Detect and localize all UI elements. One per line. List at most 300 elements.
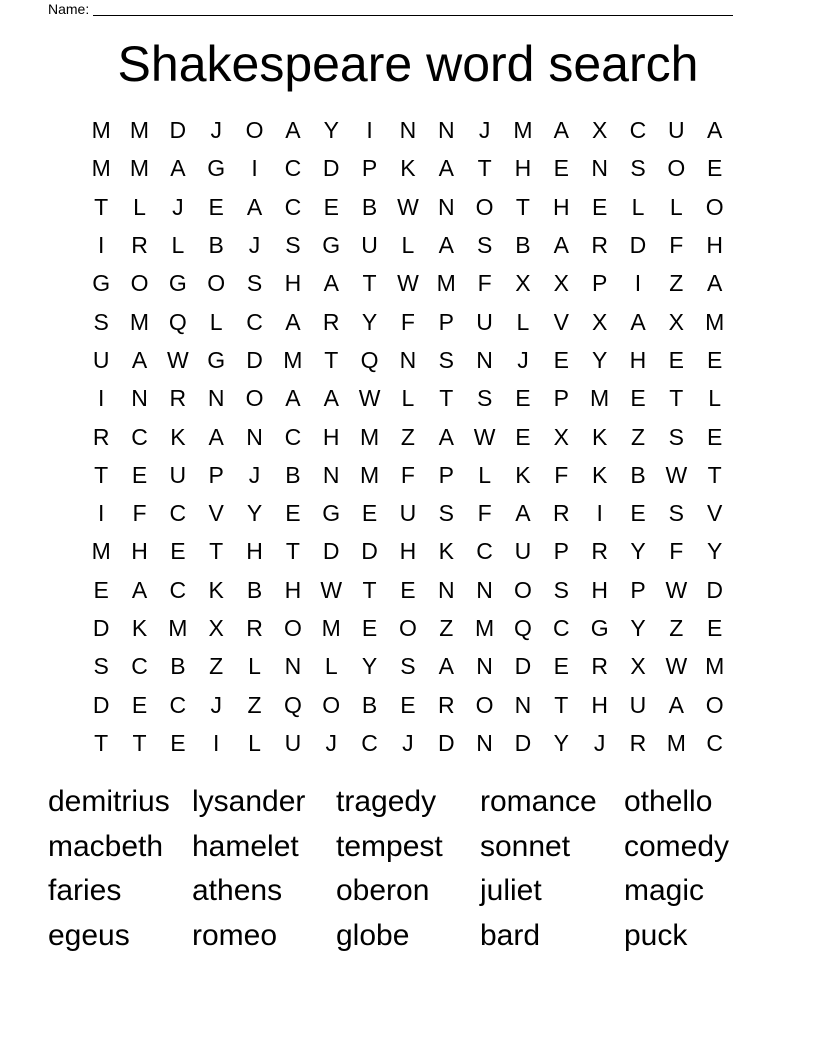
grid-letter[interactable]: E	[630, 500, 646, 527]
grid-letter[interactable]: M	[666, 729, 686, 756]
grid-letter[interactable]: Y	[323, 117, 339, 144]
grid-letter[interactable]: T	[707, 461, 722, 488]
grid-letter[interactable]: U	[399, 500, 417, 527]
grid-letter[interactable]: R	[437, 691, 455, 718]
grid-letter[interactable]: H	[399, 538, 417, 565]
grid-letter[interactable]: M	[168, 615, 188, 641]
grid-letter[interactable]: J	[593, 729, 606, 756]
grid-letter[interactable]: A	[170, 155, 186, 182]
grid-letter[interactable]: E	[131, 461, 148, 488]
grid-letter[interactable]: A	[630, 308, 646, 335]
grid-letter[interactable]: K	[591, 423, 608, 450]
grid-letter[interactable]: L	[324, 653, 338, 680]
grid-letter[interactable]: K	[131, 615, 148, 641]
grid-letter[interactable]: C	[284, 193, 302, 220]
grid-letter[interactable]: M	[321, 615, 341, 641]
grid-letter[interactable]: T	[94, 729, 109, 756]
grid-letter[interactable]: A	[707, 270, 723, 297]
grid-letter[interactable]: Z	[669, 615, 684, 641]
grid-letter[interactable]: R	[552, 500, 570, 527]
grid-letter[interactable]: S	[93, 653, 109, 680]
grid-letter[interactable]: E	[208, 193, 224, 220]
grid-letter[interactable]: I	[366, 117, 373, 144]
grid-letter[interactable]: O	[475, 193, 494, 220]
grid-letter[interactable]: D	[92, 691, 110, 718]
grid-letter[interactable]: A	[707, 117, 723, 144]
grid-letter[interactable]: G	[322, 232, 341, 259]
grid-letter[interactable]: C	[476, 538, 493, 565]
grid-letter[interactable]: I	[213, 729, 220, 756]
grid-letter[interactable]: Y	[707, 538, 723, 565]
grid-letter[interactable]: K	[591, 461, 608, 488]
grid-letter[interactable]: D	[322, 155, 340, 182]
grid-letter[interactable]: T	[362, 576, 377, 603]
grid-letter[interactable]: S	[285, 232, 301, 259]
grid-letter[interactable]: A	[553, 117, 569, 144]
grid-letter[interactable]: U	[514, 538, 532, 565]
grid-letter[interactable]: L	[708, 385, 722, 412]
grid-letter[interactable]: J	[325, 729, 337, 756]
grid-letter[interactable]: K	[400, 155, 416, 182]
grid-letter[interactable]: Y	[361, 308, 378, 335]
grid-letter[interactable]: L	[669, 193, 683, 220]
grid-letter[interactable]: L	[171, 232, 185, 259]
grid-letter[interactable]: C	[131, 423, 148, 450]
grid-letter[interactable]: O	[705, 691, 724, 718]
grid-letter[interactable]: L	[248, 653, 261, 680]
grid-letter[interactable]: C	[706, 729, 723, 756]
grid-letter[interactable]: M	[129, 117, 150, 144]
grid-letter[interactable]: O	[207, 270, 226, 297]
grid-letter[interactable]: S	[668, 500, 684, 527]
grid-letter[interactable]: R	[591, 232, 608, 259]
grid-letter[interactable]: D	[437, 729, 455, 756]
grid-letter[interactable]: X	[591, 308, 608, 335]
grid-letter[interactable]: P	[438, 308, 454, 335]
grid-letter[interactable]: J	[210, 117, 222, 144]
grid-letter[interactable]: C	[169, 691, 187, 718]
grid-letter[interactable]: Y	[246, 500, 263, 527]
grid-letter[interactable]: P	[361, 155, 378, 182]
grid-letter[interactable]: H	[552, 193, 570, 220]
grid-letter[interactable]: L	[248, 729, 261, 756]
grid-row	[82, 341, 734, 379]
grid-letter[interactable]: C	[169, 576, 187, 603]
grid-letter[interactable]: T	[94, 193, 109, 220]
grid-letter[interactable]: V	[208, 500, 224, 527]
grid-letter[interactable]: H	[514, 155, 532, 182]
grid-letter[interactable]: A	[323, 385, 339, 412]
grid-letter[interactable]: V	[707, 500, 723, 527]
grid-letter[interactable]: M	[705, 653, 725, 680]
grid-letter[interactable]: I	[97, 385, 105, 412]
grid-letter[interactable]: T	[132, 729, 147, 756]
grid-letter[interactable]: N	[591, 155, 608, 182]
grid-letter[interactable]: D	[92, 615, 110, 641]
grid-letter[interactable]: Q	[168, 308, 187, 335]
grid-letter[interactable]: H	[284, 576, 302, 603]
grid-letter[interactable]: N	[476, 729, 493, 756]
grid-letter[interactable]: Y	[630, 538, 646, 565]
grid-letter[interactable]: Z	[439, 615, 454, 641]
grid-letter[interactable]: I	[251, 155, 258, 182]
grid-letter[interactable]: H	[284, 270, 302, 297]
grid-letter[interactable]: O	[130, 270, 149, 297]
name-label: Name:	[48, 1, 90, 17]
grid-letter[interactable]: C	[552, 615, 570, 641]
grid-letter[interactable]: E	[170, 538, 186, 565]
grid-letter[interactable]: P	[208, 461, 224, 488]
grid-letter[interactable]: K	[515, 461, 531, 488]
grid-letter[interactable]: E	[515, 423, 531, 450]
grid-letter[interactable]: B	[208, 232, 224, 259]
grid-letter[interactable]: F	[477, 270, 492, 297]
grid-letter[interactable]: S	[553, 576, 569, 603]
grid-letter[interactable]: W	[167, 346, 189, 373]
grid-letter[interactable]: Z	[630, 423, 646, 450]
grid-letter[interactable]: N	[514, 691, 532, 718]
grid-letter[interactable]: M	[590, 385, 610, 412]
grid-letter[interactable]: J	[248, 232, 261, 259]
grid-letter[interactable]: W	[397, 270, 419, 297]
grid-letter[interactable]: L	[516, 308, 530, 335]
grid-letter[interactable]: M	[705, 308, 725, 335]
grid-letter[interactable]: T	[554, 691, 569, 718]
grid-letter[interactable]: A	[131, 346, 148, 373]
grid-letter[interactable]: T	[515, 193, 530, 220]
grid-letter[interactable]: Y	[553, 729, 569, 756]
grid-letter[interactable]: M	[283, 346, 303, 373]
grid-letter[interactable]: S	[630, 155, 646, 182]
grid-letter[interactable]: L	[631, 193, 645, 220]
grid-letter[interactable]: L	[133, 193, 146, 220]
grid-letter[interactable]: F	[132, 500, 147, 527]
grid-letter[interactable]: L	[478, 461, 491, 488]
grid-letter[interactable]: R	[169, 385, 187, 412]
grid-letter[interactable]: X	[591, 117, 608, 144]
grid-letter[interactable]: S	[476, 232, 493, 259]
grid-letter[interactable]: O	[705, 193, 724, 220]
grid-letter[interactable]: M	[91, 117, 111, 144]
grid-letter[interactable]: X	[553, 423, 569, 450]
grid-letter[interactable]: R	[322, 308, 340, 335]
grid-letter[interactable]: M	[91, 538, 111, 565]
grid-letter[interactable]: I	[634, 270, 642, 297]
grid-letter[interactable]: M	[475, 615, 495, 641]
grid-letter[interactable]: N	[207, 385, 225, 412]
grid-letter[interactable]: E	[131, 691, 148, 718]
grid-letter[interactable]: X	[515, 270, 531, 297]
grid-letter[interactable]: T	[362, 270, 377, 297]
grid-letter[interactable]: U	[92, 346, 110, 373]
grid-letter[interactable]: G	[590, 615, 609, 641]
grid-letter[interactable]: A	[438, 423, 454, 450]
grid-letter[interactable]: C	[169, 500, 187, 527]
grid-letter[interactable]: X	[553, 270, 569, 297]
grid-letter[interactable]: G	[207, 346, 226, 373]
grid-letter[interactable]: G	[92, 270, 111, 297]
grid-letter[interactable]: A	[323, 270, 339, 297]
grid-letter[interactable]: G	[168, 270, 187, 297]
grid-letter[interactable]: N	[246, 423, 263, 450]
grid-letter[interactable]: Y	[361, 653, 378, 680]
grid-letter[interactable]: A	[285, 117, 301, 144]
grid-letter[interactable]: O	[667, 155, 686, 182]
grid-letter[interactable]: Q	[360, 346, 379, 373]
grid-letter[interactable]: M	[359, 461, 380, 488]
grid-letter[interactable]: E	[707, 346, 723, 373]
grid-letter[interactable]: A	[553, 232, 569, 259]
grid-letter[interactable]: B	[515, 232, 531, 259]
grid-letter[interactable]: J	[172, 193, 184, 220]
grid-letter[interactable]: W	[665, 461, 688, 488]
grid-letter[interactable]: R	[591, 538, 608, 565]
grid-letter[interactable]: J	[248, 461, 261, 488]
grid-letter[interactable]: I	[97, 500, 105, 527]
grid-letter[interactable]: E	[553, 155, 569, 182]
grid-letter[interactable]: N	[399, 346, 417, 373]
grid-letter[interactable]: O	[245, 117, 264, 144]
grid-letter[interactable]: E	[707, 423, 723, 450]
grid-letter[interactable]: C	[361, 729, 378, 756]
grid-letter[interactable]: L	[209, 308, 223, 335]
grid-letter[interactable]: E	[553, 653, 569, 680]
grid-letter[interactable]: F	[400, 308, 415, 335]
grid-letter[interactable]: N	[437, 576, 455, 603]
grid-letter[interactable]: A	[438, 653, 454, 680]
grid-letter[interactable]: F	[669, 538, 684, 565]
grid-letter[interactable]: O	[514, 576, 532, 603]
grid-letter[interactable]: X	[630, 653, 646, 680]
grid-letter[interactable]: J	[402, 729, 414, 756]
grid-letter[interactable]: U	[629, 691, 647, 718]
grid-letter[interactable]: E	[170, 729, 186, 756]
grid-letter[interactable]: D	[514, 653, 532, 680]
grid-letter[interactable]: Q	[514, 615, 532, 641]
grid-letter[interactable]: M	[91, 155, 111, 182]
grid-letter[interactable]: A	[246, 193, 263, 220]
grid-row	[82, 685, 734, 723]
grid-letter[interactable]: B	[361, 691, 378, 718]
grid-letter[interactable]: W	[397, 193, 419, 220]
grid-letter[interactable]: H	[246, 538, 263, 565]
grid-letter[interactable]: H	[322, 423, 340, 450]
grid-letter[interactable]: E	[361, 500, 378, 527]
grid-letter[interactable]: E	[93, 576, 109, 603]
grid-letter[interactable]: F	[669, 232, 684, 259]
grid-letter[interactable]: R	[591, 653, 608, 680]
grid-letter[interactable]: P	[553, 385, 569, 412]
grid-letter[interactable]: C	[131, 653, 148, 680]
name-underline[interactable]	[93, 0, 733, 16]
word-list-item: sonnet	[480, 829, 571, 863]
grid-letter[interactable]: A	[285, 385, 301, 412]
grid-letter[interactable]: N	[476, 576, 493, 603]
grid-letter[interactable]: R	[92, 423, 110, 450]
grid-letter[interactable]: H	[629, 346, 647, 373]
grid-letter[interactable]: D	[361, 538, 378, 565]
grid-letter[interactable]: N	[437, 193, 455, 220]
grid-letter[interactable]: C	[284, 155, 302, 182]
grid-letter[interactable]: Z	[669, 270, 684, 297]
grid-letter[interactable]: E	[323, 193, 339, 220]
grid-letter[interactable]: P	[438, 461, 454, 488]
grid-letter[interactable]: T	[669, 385, 684, 412]
grid-letter[interactable]: F	[554, 461, 569, 488]
grid-letter[interactable]: V	[553, 308, 569, 335]
grid-letter[interactable]: S	[93, 308, 109, 335]
grid-letter[interactable]: Y	[630, 615, 646, 641]
page-title: Shakespeare word search	[117, 36, 699, 92]
grid-letter[interactable]: T	[324, 346, 339, 373]
grid-letter[interactable]: U	[668, 117, 685, 144]
grid-letter[interactable]: U	[361, 232, 378, 259]
grid-letter[interactable]: S	[438, 500, 454, 527]
grid-letter[interactable]: E	[400, 576, 416, 603]
grid-letter[interactable]: O	[245, 385, 264, 412]
grid-letter[interactable]: E	[707, 155, 723, 182]
grid-letter[interactable]: N	[131, 385, 148, 412]
grid-letter[interactable]: M	[129, 155, 150, 182]
grid-letter[interactable]: U	[169, 461, 187, 488]
grid-letter[interactable]: S	[668, 423, 684, 450]
grid-letter[interactable]: X	[208, 615, 224, 641]
grid-letter[interactable]: D	[514, 729, 532, 756]
grid-letter[interactable]: M	[359, 423, 380, 450]
grid-letter[interactable]: A	[438, 155, 454, 182]
grid-letter[interactable]: B	[361, 193, 378, 220]
grid-letter[interactable]: H	[591, 691, 608, 718]
grid-letter[interactable]: R	[246, 615, 263, 641]
word-list-row	[48, 825, 768, 870]
grid-letter[interactable]: A	[668, 691, 684, 718]
grid-letter[interactable]: E	[400, 691, 416, 718]
grid-letter[interactable]: N	[476, 346, 493, 373]
grid-letter[interactable]: S	[438, 346, 454, 373]
grid-letter[interactable]: T	[209, 538, 224, 565]
grid-letter[interactable]: F	[477, 500, 492, 527]
grid-letter[interactable]: W	[665, 576, 688, 603]
grid-letter[interactable]: P	[591, 270, 608, 297]
grid-letter[interactable]: R	[131, 232, 148, 259]
name-field[interactable]	[48, 0, 748, 20]
grid-letter[interactable]: O	[322, 691, 341, 718]
grid-letter[interactable]: W	[665, 653, 688, 680]
grid-letter[interactable]: D	[629, 232, 647, 259]
grid-letter[interactable]: T	[477, 155, 492, 182]
grid-letter[interactable]: T	[94, 461, 109, 488]
grid-letter[interactable]: J	[210, 691, 222, 718]
grid-letter[interactable]: A	[285, 308, 301, 335]
grid-letter[interactable]: H	[131, 538, 148, 565]
grid-letter[interactable]: U	[476, 308, 493, 335]
grid-letter[interactable]: G	[322, 500, 341, 527]
grid-letter[interactable]: L	[401, 385, 415, 412]
grid-letter[interactable]: Z	[209, 653, 224, 680]
grid-letter[interactable]: S	[476, 385, 493, 412]
grid-letter[interactable]: M	[513, 117, 533, 144]
grid-letter[interactable]: B	[170, 653, 186, 680]
grid-letter[interactable]: Z	[400, 423, 415, 450]
grid-letter[interactable]: T	[285, 538, 300, 565]
grid-letter[interactable]: S	[246, 270, 263, 297]
grid-letter[interactable]: I	[596, 500, 603, 527]
grid-letter[interactable]: C	[246, 308, 263, 335]
grid-letter[interactable]: E	[591, 193, 608, 220]
grid-letter[interactable]: E	[668, 346, 684, 373]
grid-letter[interactable]: H	[591, 576, 608, 603]
grid-letter[interactable]: A	[208, 423, 224, 450]
grid-letter[interactable]: A	[438, 232, 454, 259]
grid-letter[interactable]: J	[517, 346, 529, 373]
grid-letter[interactable]: N	[399, 117, 417, 144]
grid-letter[interactable]: O	[398, 615, 417, 641]
grid-letter[interactable]: W	[473, 423, 496, 450]
grid-letter[interactable]: A	[131, 576, 148, 603]
grid-letter[interactable]: E	[630, 385, 646, 412]
grid-letter[interactable]: O	[475, 691, 494, 718]
grid-letter[interactable]: I	[97, 232, 105, 259]
grid-letter[interactable]: K	[170, 423, 186, 450]
grid-letter[interactable]: T	[439, 385, 454, 412]
grid-letter[interactable]: S	[400, 653, 416, 680]
grid-letter[interactable]: P	[630, 576, 646, 603]
grid-letter[interactable]: K	[438, 538, 454, 565]
grid-letter[interactable]: W	[320, 576, 343, 603]
grid-letter[interactable]: E	[515, 385, 531, 412]
word-list-item: macbeth	[48, 829, 164, 863]
grid-letter[interactable]: A	[515, 500, 531, 527]
grid-letter[interactable]: E	[285, 500, 301, 527]
grid-letter[interactable]: Y	[591, 346, 608, 373]
grid-letter[interactable]: L	[401, 232, 415, 259]
grid-letter[interactable]: N	[284, 653, 302, 680]
grid-letter[interactable]: B	[285, 461, 301, 488]
grid-letter[interactable]: W	[358, 385, 381, 412]
grid-letter[interactable]: F	[400, 461, 415, 488]
word-list-row	[48, 869, 768, 914]
grid-letter[interactable]: P	[553, 538, 569, 565]
grid-letter[interactable]: M	[436, 270, 456, 297]
grid-letter[interactable]: R	[629, 729, 647, 756]
grid-letter[interactable]: N	[437, 117, 455, 144]
grid-letter[interactable]: J	[478, 117, 491, 144]
grid-letter[interactable]: C	[629, 117, 647, 144]
grid-letter[interactable]: H	[706, 232, 723, 259]
grid-letter[interactable]: K	[208, 576, 224, 603]
grid-letter[interactable]: N	[322, 461, 340, 488]
grid-letter[interactable]: E	[707, 615, 723, 641]
grid-letter[interactable]: O	[283, 615, 302, 641]
grid-letter[interactable]: Z	[247, 691, 262, 718]
grid-letter[interactable]: U	[284, 729, 302, 756]
grid-letter[interactable]: C	[284, 423, 302, 450]
grid-letter[interactable]: N	[476, 653, 493, 680]
word-list-row	[48, 914, 768, 959]
grid-letter[interactable]: X	[668, 308, 684, 335]
grid-letter[interactable]: Q	[283, 691, 302, 718]
grid-letter[interactable]: M	[129, 308, 150, 335]
grid-letter[interactable]: D	[169, 117, 187, 144]
grid-letter[interactable]: G	[207, 155, 226, 182]
grid-letter[interactable]: D	[246, 346, 263, 373]
grid-letter[interactable]: B	[630, 461, 646, 488]
grid-letter[interactable]: D	[322, 538, 340, 565]
grid-letter[interactable]: E	[553, 346, 569, 373]
grid-letter[interactable]: B	[246, 576, 263, 603]
grid-letter[interactable]: D	[706, 576, 723, 603]
grid-letter[interactable]: E	[361, 615, 378, 641]
